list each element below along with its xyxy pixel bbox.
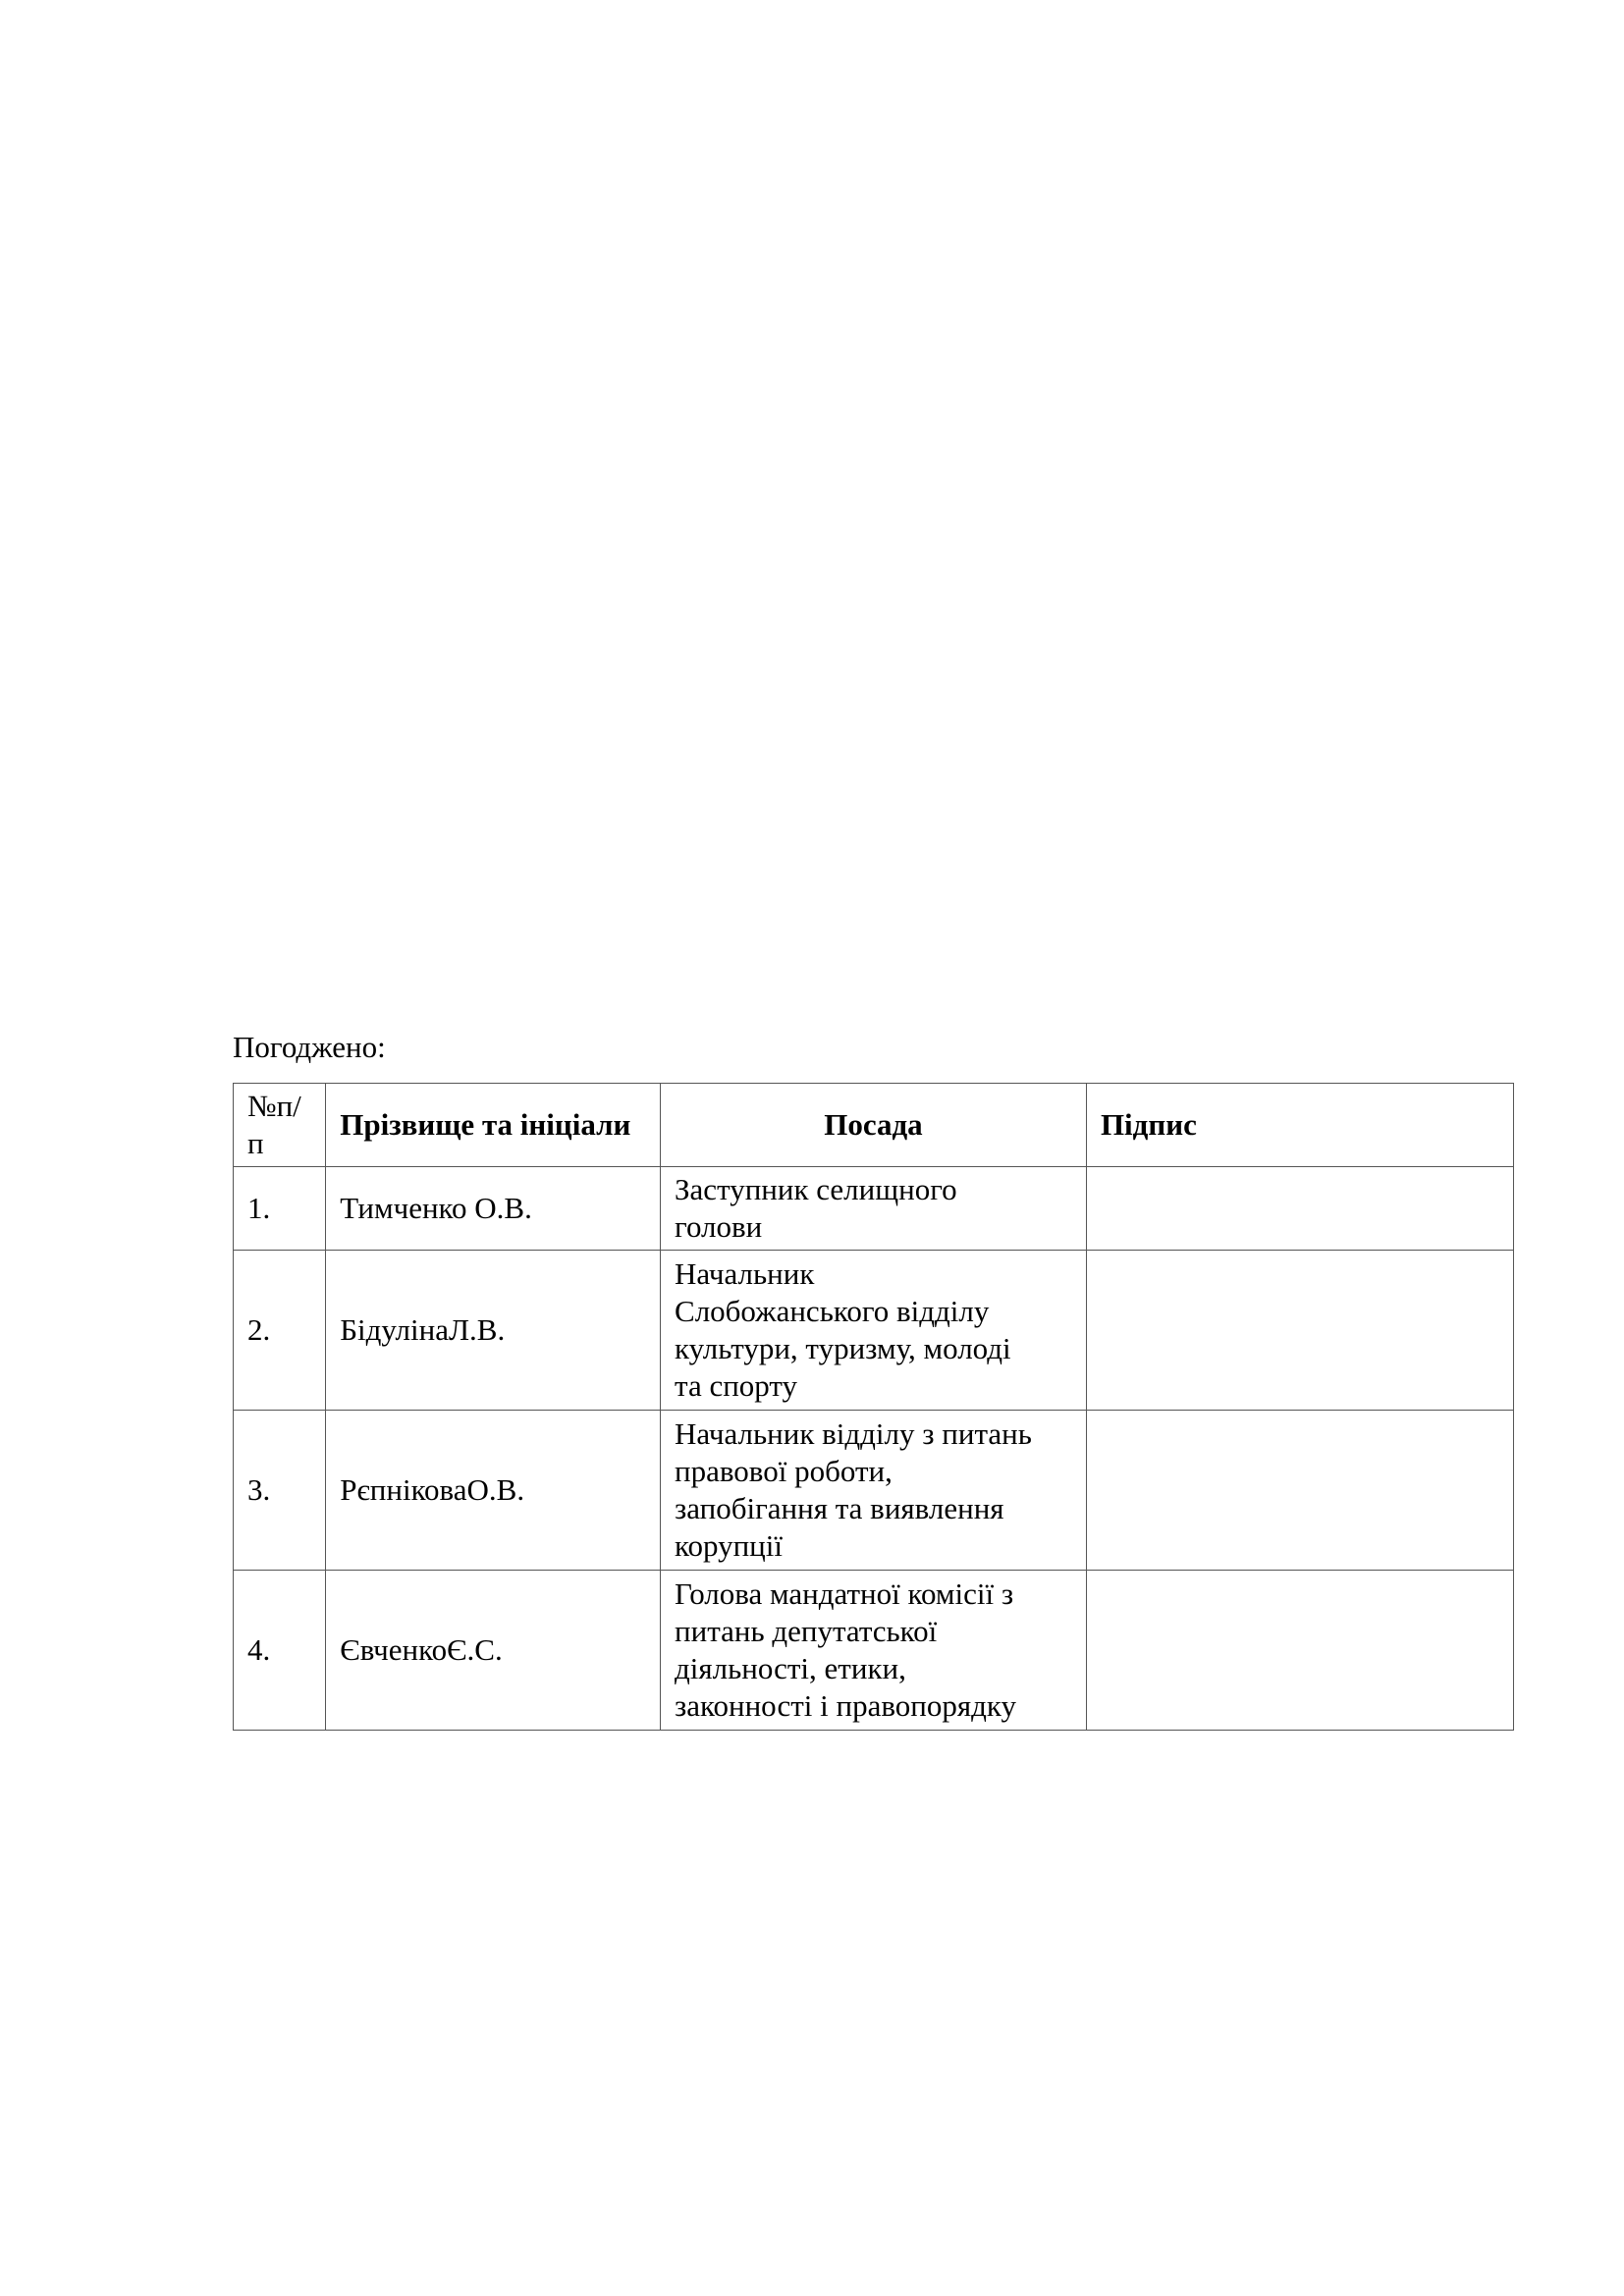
row-position bbox=[661, 1251, 1087, 1411]
row-number: 4. bbox=[234, 1571, 326, 1731]
position-line: Начальник bbox=[675, 1256, 815, 1291]
header-name: Прізвище та ініціали bbox=[326, 1084, 661, 1167]
row-signature bbox=[1086, 1251, 1513, 1411]
position-line: культури, туризму, молоді bbox=[675, 1331, 1011, 1365]
position-line: Начальник відділу з питань bbox=[675, 1416, 1032, 1451]
row-signature bbox=[1086, 1411, 1513, 1571]
position-line: корупції bbox=[675, 1528, 783, 1563]
position-line: запобігання та виявлення bbox=[675, 1491, 1004, 1525]
position-line: Голова мандатної комісії з bbox=[675, 1576, 1014, 1611]
table-body bbox=[234, 1167, 1514, 1731]
row-signature bbox=[1086, 1167, 1513, 1251]
position-line: голови bbox=[675, 1209, 763, 1244]
row-name: РєпніковаО.В. bbox=[326, 1411, 661, 1571]
row-number: 2. bbox=[234, 1251, 326, 1411]
row-position bbox=[661, 1411, 1087, 1571]
table-row bbox=[234, 1411, 1514, 1571]
row-position bbox=[661, 1571, 1087, 1731]
position-line: Заступник селищного bbox=[675, 1172, 957, 1206]
approval-table bbox=[233, 1083, 1514, 1731]
row-number: 1. bbox=[234, 1167, 326, 1251]
position-line: діяльності, етики, bbox=[675, 1651, 906, 1685]
row-name: Тимченко О.В. bbox=[326, 1167, 661, 1251]
header-position: Посада bbox=[661, 1084, 1087, 1167]
table-row bbox=[234, 1251, 1514, 1411]
table-row bbox=[234, 1167, 1514, 1251]
row-signature bbox=[1086, 1571, 1513, 1731]
row-name: БідулінаЛ.В. bbox=[326, 1251, 661, 1411]
header-signature: Підпис bbox=[1086, 1084, 1513, 1167]
row-number: 3. bbox=[234, 1411, 326, 1571]
table-row bbox=[234, 1571, 1514, 1731]
position-line: правової роботи, bbox=[675, 1454, 893, 1488]
header-number: №п/п bbox=[234, 1084, 326, 1167]
row-position bbox=[661, 1167, 1087, 1251]
row-name: ЄвченкоЄ.С. bbox=[326, 1571, 661, 1731]
approval-caption: Погоджено: bbox=[233, 1030, 386, 1064]
position-line: Слобожанського відділу bbox=[675, 1294, 990, 1328]
position-line: питань депутатської bbox=[675, 1614, 938, 1648]
table-header-row bbox=[234, 1084, 1514, 1167]
position-line: законності і правопорядку bbox=[675, 1688, 1017, 1723]
position-line: та спорту bbox=[675, 1368, 798, 1403]
